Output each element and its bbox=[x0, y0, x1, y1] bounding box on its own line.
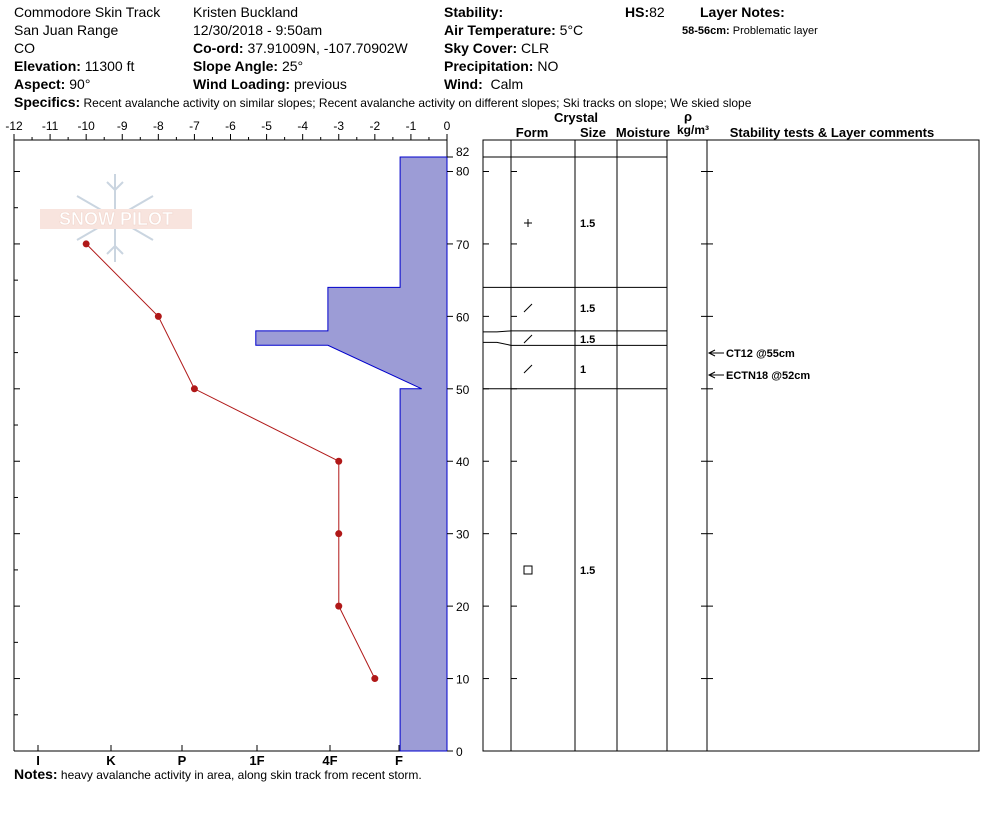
temp-tick-label: -3 bbox=[333, 119, 345, 133]
temp-tick-label: -4 bbox=[297, 119, 309, 133]
sky-label: Sky Cover: bbox=[444, 40, 518, 56]
temp-tick-label: -8 bbox=[152, 119, 164, 133]
notes-label: Notes: bbox=[14, 766, 58, 782]
form-header: Form bbox=[515, 125, 549, 140]
logo-text: SNOW PILOT bbox=[59, 209, 173, 229]
state: CO bbox=[14, 40, 35, 56]
aspect-value: 90° bbox=[69, 76, 91, 92]
elevation-value: 11300 ft bbox=[84, 58, 135, 74]
specifics-text: Recent avalanche activity on similar slopes; Recent avalanche activity on different slopes; Ski tracks on slope; We skied slope bbox=[83, 96, 752, 110]
notes-text: heavy avalanche activity in area, along skin track from recent storm. bbox=[60, 768, 422, 782]
slope-label: Slope Angle: bbox=[193, 58, 279, 74]
range: San Juan Range bbox=[14, 22, 119, 38]
crystal-form-symbol bbox=[524, 566, 532, 574]
hardness-tick-label: 4F bbox=[322, 753, 338, 768]
comments-header: Stability tests & Layer comments bbox=[729, 125, 935, 140]
height-tick-label: 10 bbox=[456, 672, 470, 687]
layer-note-text: Problematic layer bbox=[732, 25, 818, 37]
hardness-tick-label: K bbox=[106, 753, 116, 768]
stability-tests bbox=[709, 348, 810, 382]
coord-label: Co-ord: bbox=[193, 40, 244, 56]
temperature-point bbox=[371, 675, 378, 682]
slope-value: 25° bbox=[281, 58, 304, 74]
hs-label: HS: bbox=[625, 4, 650, 20]
wind-label: Wind: bbox=[444, 76, 483, 92]
crystal-form-symbol bbox=[524, 304, 532, 312]
layer-table-frame bbox=[483, 140, 979, 751]
rho-header: ρ bbox=[683, 109, 693, 124]
layer-leader bbox=[483, 342, 511, 345]
wind-value: Calm bbox=[490, 76, 524, 92]
temp-tick-label: -11 bbox=[41, 119, 59, 133]
height-tick-label: 80 bbox=[456, 164, 470, 179]
temp-tick-label: -6 bbox=[225, 119, 236, 133]
datetime: 12/30/2018 - 9:50am bbox=[193, 22, 323, 38]
wind-loading-label: Wind Loading: bbox=[193, 76, 291, 92]
stability-test-label: CT12 @55cm bbox=[726, 348, 795, 360]
crystal-size: 1.5 bbox=[580, 218, 596, 230]
layer-leader bbox=[483, 331, 511, 332]
height-tick-label: 70 bbox=[456, 237, 470, 252]
specifics-label: Specifics: bbox=[14, 94, 81, 110]
temperature-point bbox=[335, 458, 342, 465]
temp-tick-label: 0 bbox=[443, 119, 451, 133]
temp-tick-label: -10 bbox=[77, 119, 95, 133]
stability-label: Stability: bbox=[444, 4, 504, 20]
height-tick-label: 50 bbox=[456, 382, 470, 397]
hardness-tick-label: P bbox=[177, 753, 187, 768]
precip-label: Precipitation: bbox=[444, 58, 534, 74]
hardness-tick-label: 1F bbox=[249, 753, 265, 768]
table-depth-ticks bbox=[483, 171, 713, 678]
moisture-header: Moisture bbox=[615, 125, 671, 140]
density-unit-header: kg/m³ bbox=[676, 123, 710, 137]
height-tick-label: 30 bbox=[456, 527, 470, 542]
precip-value: NO bbox=[537, 58, 559, 74]
hardness-profile bbox=[256, 157, 447, 751]
crystal-size: 1 bbox=[580, 364, 587, 376]
temp-tick-label: -5 bbox=[261, 119, 272, 133]
air-temp-label: Air Temperature: bbox=[444, 22, 556, 38]
temp-tick-label: -12 bbox=[5, 119, 23, 133]
crystal-size: 1.5 bbox=[580, 303, 596, 315]
air-temp-value: 5°C bbox=[559, 22, 584, 38]
height-tick-label: 0 bbox=[456, 745, 463, 759]
hardness-tick-label: I bbox=[36, 753, 40, 768]
crystal-form-symbol bbox=[524, 335, 532, 343]
aspect-label: Aspect: bbox=[14, 76, 66, 92]
temp-tick-label: -9 bbox=[116, 119, 128, 133]
size-header: Size bbox=[579, 125, 607, 140]
temperature-point bbox=[83, 240, 90, 247]
temp-tick-label: -2 bbox=[369, 119, 381, 133]
crystal-header: Crystal bbox=[553, 110, 599, 125]
elevation-label: Elevation: bbox=[14, 58, 81, 74]
temp-tick-label: -7 bbox=[189, 119, 200, 133]
coord-value: 37.91009N, -107.70902W bbox=[247, 40, 408, 56]
height-tick-label: 20 bbox=[456, 600, 470, 615]
layer-note-range: 58-56cm: bbox=[682, 25, 730, 37]
stability-test-label: ECTN18 @52cm bbox=[726, 370, 811, 382]
temperature-point bbox=[335, 603, 342, 610]
temperature-point bbox=[335, 530, 342, 537]
hardness-axis bbox=[36, 745, 403, 768]
wind-loading-value: previous bbox=[293, 76, 347, 92]
height-tick-label: 60 bbox=[456, 310, 470, 325]
height-tick-label: 40 bbox=[456, 455, 470, 470]
layer-notes-title: Layer Notes: bbox=[700, 4, 785, 20]
observer: Kristen Buckland bbox=[193, 4, 299, 20]
hs-value: 82 bbox=[649, 4, 665, 20]
crystal-size: 1.5 bbox=[580, 334, 596, 346]
temp-tick-label: -1 bbox=[405, 119, 417, 133]
snowpilot-logo bbox=[40, 174, 192, 262]
hardness-tick-label: F bbox=[395, 753, 403, 768]
sky-value: CLR bbox=[521, 40, 550, 56]
temperature-axis bbox=[5, 119, 450, 140]
temperature-point bbox=[191, 385, 198, 392]
hardness-area bbox=[256, 157, 447, 751]
height-tick-label: 82 bbox=[456, 145, 470, 159]
crystal-form-symbol bbox=[524, 365, 532, 373]
crystal-size: 1.5 bbox=[580, 565, 596, 577]
temperature-point bbox=[155, 313, 162, 320]
location: Commodore Skin Track bbox=[14, 4, 161, 20]
